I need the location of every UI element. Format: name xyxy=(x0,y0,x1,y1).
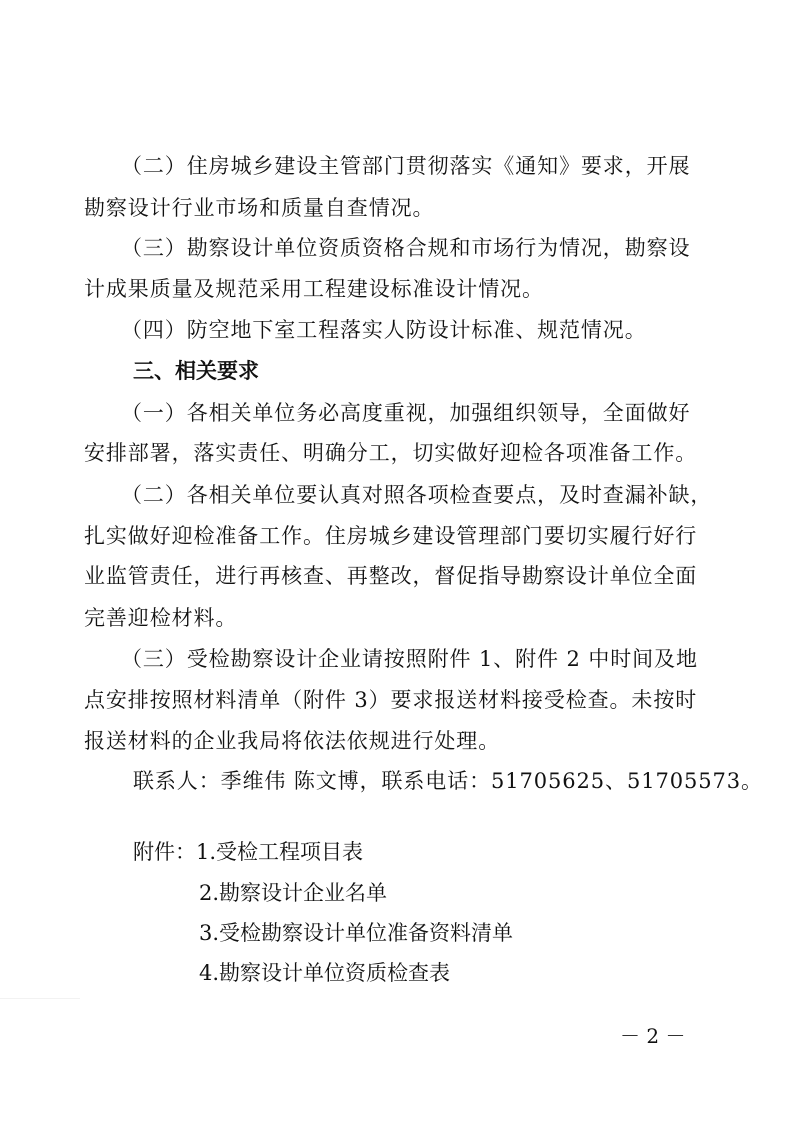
paragraph-line: （二）住房城乡建设主管部门贯彻落实《通知》要求，开展 xyxy=(121,154,691,178)
paragraph-line: 点安排按照材料清单（附件 3）要求报送材料接受检查。未按时 xyxy=(84,688,698,712)
attachment-line: 2.勘察设计企业名单 xyxy=(199,881,388,905)
paragraph-line: （三）受检勘察设计企业请按照附件 1、附件 2 中时间及地 xyxy=(121,647,698,671)
paragraph-line: 业监管责任，进行再核查、再整改，督促指导勘察设计单位全面 xyxy=(84,564,698,588)
paragraph-line: 安排部署，落实责任、明确分工，切实做好迎检各项准备工作。 xyxy=(84,441,698,465)
paragraph-line: （一）各相关单位务必高度重视，加强组织领导，全面做好 xyxy=(121,401,691,425)
paragraph-line: （二）各相关单位要认真对照各项检查要点，及时查漏补缺， xyxy=(121,483,713,507)
attachment-line: 3.受检勘察设计单位准备资料清单 xyxy=(199,921,514,945)
paragraph-line: （三）勘察设计单位资质资格合规和市场行为情况，勘察设 xyxy=(121,236,691,260)
paragraph-line: 勘察设计行业市场和质量自查情况。 xyxy=(84,196,435,220)
attachment-line: 附件：1.受检工程项目表 xyxy=(133,840,364,864)
paragraph-line: 完善迎检材料。 xyxy=(84,606,238,630)
contact-line: 联系人：季维伟 陈文博，联系电话：51705625、51705573。 xyxy=(133,769,763,793)
paragraph-line: 扎实做好迎检准备工作。住房城乡建设管理部门要切实履行好行 xyxy=(84,524,698,548)
divider xyxy=(0,998,80,999)
attachment-line: 4.勘察设计单位资质检查表 xyxy=(199,961,451,985)
paragraph-line: 报送材料的企业我局将依法依规进行处理。 xyxy=(84,729,501,753)
paragraph-line: （四）防空地下室工程落实人防设计标准、规范情况。 xyxy=(121,318,647,342)
paragraph-line: 计成果质量及规范采用工程建设标准设计情况。 xyxy=(84,277,544,301)
page-number: － 2 － xyxy=(620,1024,686,1048)
section-heading: 三、相关要求 xyxy=(133,359,259,383)
